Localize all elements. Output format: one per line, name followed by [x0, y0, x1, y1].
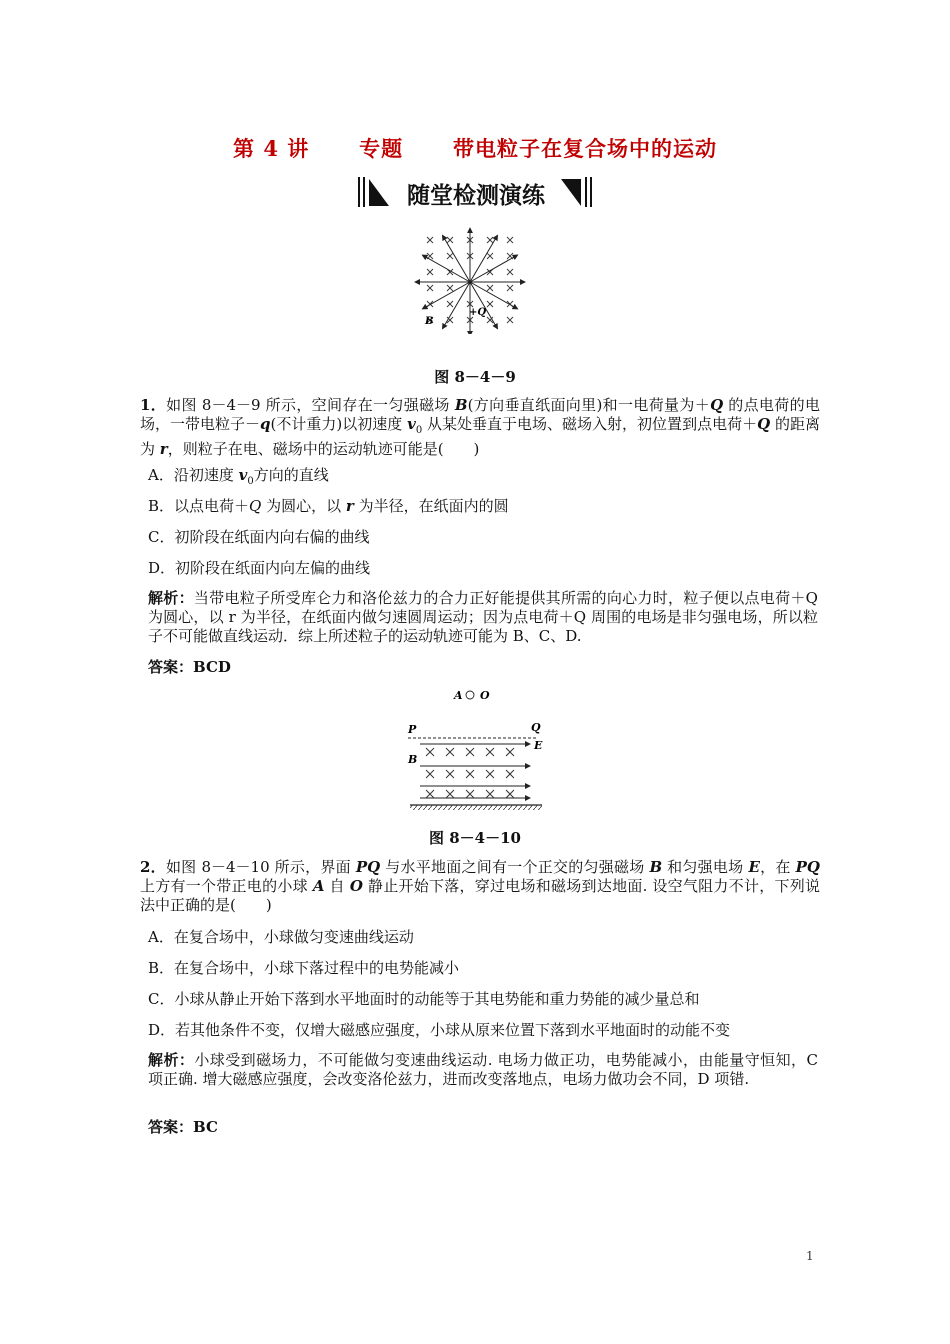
q1-stem-4: 的点电荷的电场，一带电粒子－ [140, 396, 820, 433]
q1-option-c-letter: C． [148, 528, 175, 546]
q2-answer-value: BC [193, 1118, 218, 1136]
field-line [443, 282, 471, 329]
q2-option-d-text: 若其他条件不变，仅增大磁感应强度，小球从原来位置下落到水平地面时的动能不变 [175, 1021, 731, 1039]
q1-option-a [148, 465, 818, 492]
q2-stem-5: E [748, 858, 760, 876]
q2-stem-1: PQ [355, 858, 381, 876]
fig2-label-b: B [408, 753, 418, 766]
q2-option-d-letter: D． [148, 1021, 176, 1039]
q1-stem-8: 0 [415, 425, 423, 436]
q2-answer [148, 1116, 218, 1137]
q1-stem-5: q [260, 415, 271, 433]
q2-solution-label: 解析： [148, 1051, 195, 1069]
q1-stem-0: 如图 8－4－9 所示，空间存在一匀强磁场 [166, 396, 455, 414]
banner-text: 随堂检测演练 [407, 183, 545, 209]
q2-stem-0: 如图 8－4－10 所示，界面 [165, 858, 356, 876]
question-1-number: 1． [140, 396, 167, 414]
q2-stem-9: A [312, 877, 325, 895]
q1-option-d [148, 558, 818, 578]
q2-option-b-letter: B． [148, 959, 175, 977]
q1-option-b-text-4: 为半径，在纸面内的圆 [353, 497, 509, 515]
q1-stem-13: ，则粒子在电、磁场中的运动轨迹可能是( ) [167, 440, 480, 458]
q2-answer-label: 答案： [148, 1118, 194, 1136]
q2-stem-8: 上方有一个带正电的小球 [140, 877, 313, 895]
q1-answer [148, 656, 231, 677]
q2-option-a-letter: A． [148, 928, 174, 946]
question-2-number: 2． [140, 858, 166, 876]
fig2-label-o: O [480, 689, 490, 702]
figure-8-4-9 [400, 222, 550, 334]
q1-solution-label: 解析： [148, 589, 194, 607]
q2-stem-4: 和匀强电场 [662, 858, 749, 876]
q1-option-a-text-1: v [238, 466, 248, 484]
page-title: 第 4 讲 专题 带电粒子在复合场中的运动 [233, 136, 717, 161]
question-1-stem [140, 396, 820, 459]
q1-option-b-text-2: 为圆心，以 [261, 497, 346, 515]
question-2-stem [140, 858, 820, 915]
q1-stem-3: Q [710, 396, 724, 414]
q2-stem-2: 与水平地面之间有一个正交的匀强磁场 [380, 858, 650, 876]
page-number: 1 [806, 1249, 814, 1263]
q1-stem-10: Q [757, 415, 771, 433]
fig2-label-a: A [454, 689, 463, 702]
q1-option-a-text-3: 方向的直线 [253, 466, 329, 484]
q1-option-a-text-0: 沿初速度 [173, 466, 239, 484]
q1-stem-1: B [454, 396, 468, 414]
q2-solution-text: 小球受到磁场力，不可能做匀变速曲线运动. 电场力做正功，电势能减小，由能量守恒知，C 项正确. 增大磁感应强度，会改变洛伦兹力，进而改变落地点，电场力做功会不同，D 项错. [148, 1051, 818, 1088]
q2-option-d [148, 1020, 818, 1040]
q2-stem-3: B [649, 858, 663, 876]
q1-option-a-text-2: 0 [247, 476, 254, 487]
q1-option-b-text-3: r [345, 497, 354, 515]
fig1-label-b: B [425, 316, 434, 327]
fig1-label-q: +Q [469, 307, 487, 318]
q1-solution-text: 当带电粒子所受库仑力和洛伦兹力的合力正好能提供其所需的向心力时，粒子便以点电荷＋Q 为圆心，以 r 为半径，在纸面内做匀速圆周运动；因为点电荷＋Q 周围的电场是非匀强电场，所以粒子不可能做直线运动．综上所述粒子的运动轨迹可能为 B、C、D. [148, 589, 818, 645]
q2-option-c [148, 989, 818, 1009]
q1-stem-11: 的距离为 [140, 415, 820, 458]
q1-option-c [148, 527, 818, 547]
q2-solution [148, 1051, 818, 1089]
ball-a [466, 691, 474, 699]
q1-option-b-text-0: 以点电荷＋ [174, 497, 250, 515]
q1-stem-9: 从某处垂直于电场、磁场入射，初位置到点电荷＋ [422, 415, 758, 433]
q1-stem-7: v [407, 415, 416, 433]
point-charge [468, 280, 472, 284]
ground-hatch [410, 805, 542, 810]
figure-1-caption: 图 8－4－9 [434, 368, 516, 386]
q2-option-c-text: 小球从静止开始下落到水平地面时的动能等于其电势能和重力势能的减少量总和 [174, 990, 700, 1008]
fig2-label-p: P [408, 723, 417, 736]
q2-stem-7: PQ [795, 858, 820, 876]
q1-option-a-letter: A． [148, 466, 174, 484]
field-line [422, 255, 470, 282]
q1-option-b-letter: B． [148, 497, 175, 515]
q1-stem-12: r [159, 440, 168, 458]
field-line [470, 235, 498, 282]
q2-option-a [148, 927, 818, 947]
figure-2-caption: 图 8－4－10 [429, 829, 521, 847]
q2-option-b [148, 958, 818, 978]
figure-8-4-10 [400, 682, 550, 817]
q1-option-c-text: 初阶段在纸面内向右偏的曲线 [174, 528, 370, 546]
fig2-label-q: Q [531, 721, 541, 734]
q2-stem-10: 自 [324, 877, 350, 895]
q1-option-b-text-1: Q [249, 497, 262, 515]
q1-answer-value: BCD [193, 658, 231, 676]
field-line [470, 282, 498, 329]
q2-option-c-letter: C． [148, 990, 175, 1008]
field-line [443, 235, 471, 282]
section-banner [355, 175, 595, 209]
q2-stem-12: 静止开始下落，穿过电场和磁场到达地面. 设空气阻力不计，下列说法中正确的是( ) [140, 877, 820, 914]
q1-stem-6: (不计重力)以初速度 [270, 415, 408, 433]
fig2-label-e: E [534, 739, 543, 752]
q1-stem-2: (方向垂直纸面向里)和一电荷量为＋ [467, 396, 711, 414]
q2-option-a-text: 在复合场中，小球做匀变速曲线运动 [173, 928, 414, 946]
q1-answer-label: 答案： [148, 658, 194, 676]
q2-option-b-text: 在复合场中，小球下落过程中的电势能减小 [174, 959, 460, 977]
q1-option-d-text: 初阶段在纸面内向左偏的曲线 [175, 559, 371, 577]
q2-stem-11: O [349, 877, 363, 895]
q1-option-d-letter: D． [148, 559, 176, 577]
q1-solution [148, 589, 818, 646]
q1-option-b [148, 496, 818, 516]
field-line [470, 255, 518, 282]
q2-stem-6: ，在 [759, 858, 796, 876]
